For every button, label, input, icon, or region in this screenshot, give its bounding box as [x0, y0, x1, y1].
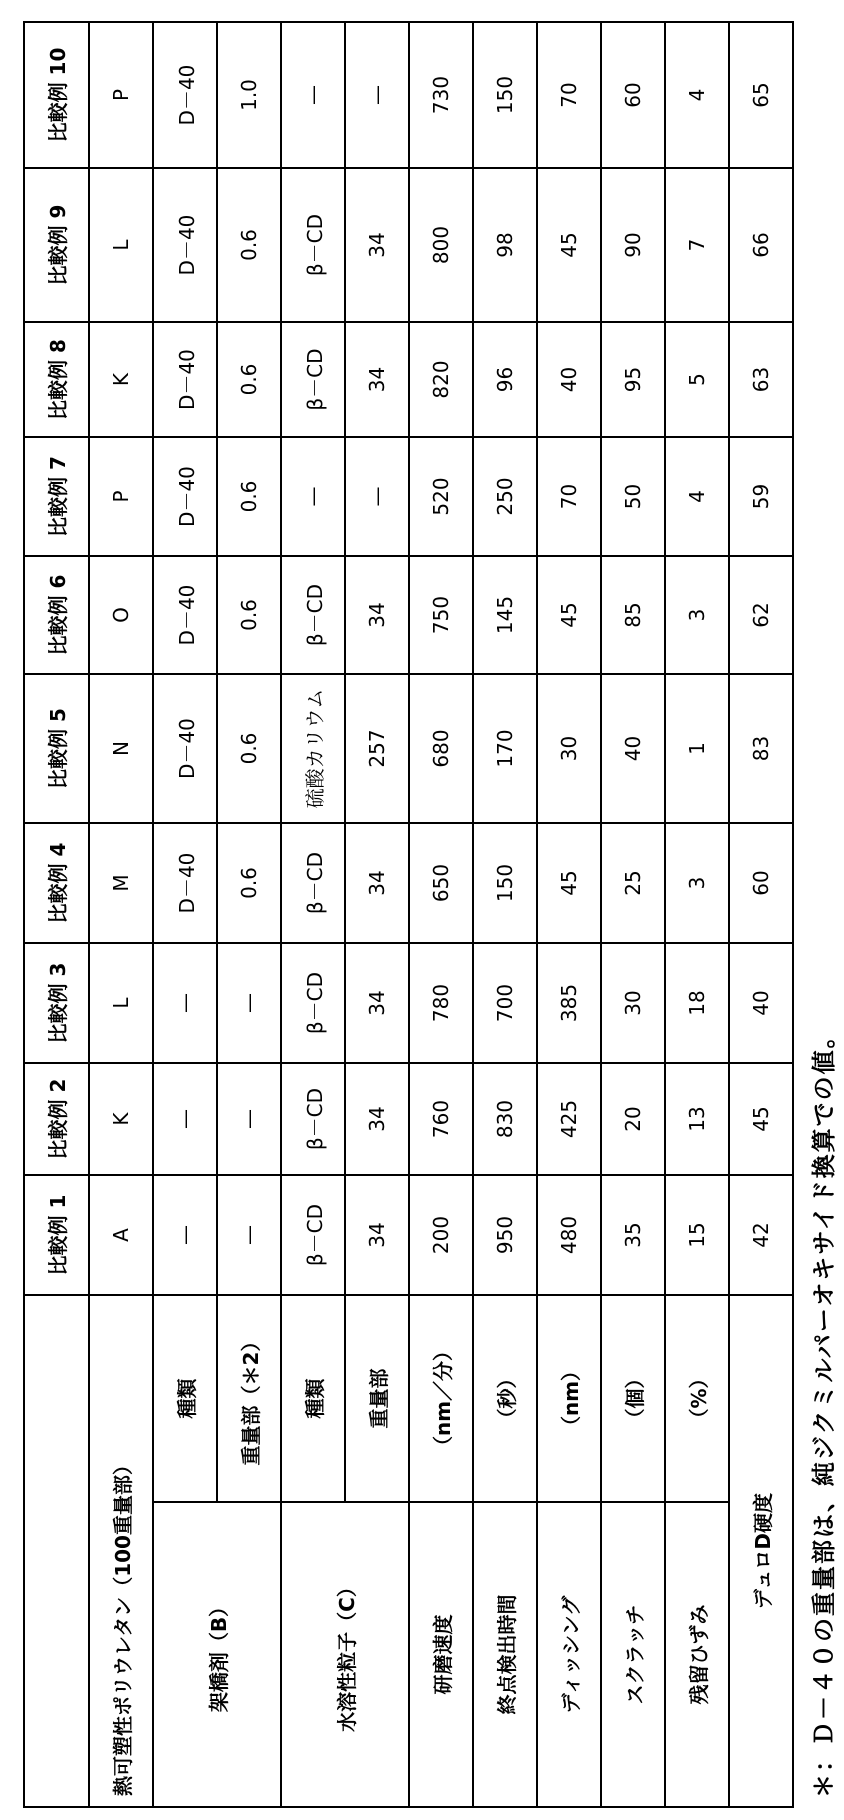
- table-row: [153, 22, 217, 1807]
- row-group-label: スクラッチ: [601, 1502, 665, 1807]
- table-cell: 45: [537, 556, 601, 674]
- table-cell: L: [89, 168, 153, 322]
- table-row: [281, 22, 345, 1807]
- row-label: デュロD硬度: [729, 1295, 793, 1807]
- table-cell: 83: [729, 674, 793, 823]
- row-group-label: 終点検出時間: [473, 1502, 537, 1807]
- header-row: [24, 22, 89, 1807]
- table-cell: 750: [409, 556, 473, 674]
- column-header: 比較例 4: [24, 823, 89, 943]
- table-cell: 40: [601, 674, 665, 823]
- table-cell: 34: [345, 823, 409, 943]
- row-group-label: 残留ひずみ: [665, 1502, 729, 1807]
- table-cell: M: [89, 823, 153, 943]
- table-cell: β－CD: [281, 168, 345, 322]
- table-cell: 150: [473, 22, 537, 168]
- table-cell: 385: [537, 943, 601, 1063]
- row-sub-label: （nm／分）: [409, 1295, 473, 1502]
- column-header: 比較例 8: [24, 322, 89, 437]
- table-cell: 13: [665, 1063, 729, 1175]
- table-cell: 60: [601, 22, 665, 168]
- table-cell: L: [89, 943, 153, 1063]
- table-cell: 0.6: [217, 556, 281, 674]
- table-cell: β－CD: [281, 1175, 345, 1295]
- table-cell: 7: [665, 168, 729, 322]
- table-cell: D－40: [153, 322, 217, 437]
- row-sub-label: （秒）: [473, 1295, 537, 1502]
- table-cell: A: [89, 1175, 153, 1295]
- table-cell: 35: [601, 1175, 665, 1295]
- table-cell: 40: [729, 943, 793, 1063]
- table-cell: β－CD: [281, 322, 345, 437]
- table-cell: 3: [665, 556, 729, 674]
- row-group-label: 研磨速度: [409, 1502, 473, 1807]
- table-cell: 60: [729, 823, 793, 943]
- table-cell: 200: [409, 1175, 473, 1295]
- column-header: 比較例 10: [24, 22, 89, 168]
- column-header: 比較例 9: [24, 168, 89, 322]
- table-cell: 63: [729, 322, 793, 437]
- row-sub-label: 種類: [281, 1295, 345, 1502]
- table-cell: 0.6: [217, 322, 281, 437]
- table-cell: β－CD: [281, 943, 345, 1063]
- table-cell: 0.6: [217, 168, 281, 322]
- table-cell: —: [345, 437, 409, 556]
- table-row: [665, 22, 729, 1807]
- table-cell: 85: [601, 556, 665, 674]
- document-page: [0, 0, 844, 1820]
- table-cell: 70: [537, 437, 601, 556]
- table-cell: 950: [473, 1175, 537, 1295]
- table-cell: 150: [473, 823, 537, 943]
- table-cell: 96: [473, 322, 537, 437]
- table-cell: —: [153, 1175, 217, 1295]
- table-cell: P: [89, 22, 153, 168]
- table-cell: D－40: [153, 556, 217, 674]
- table-cell: 50: [601, 437, 665, 556]
- row-sub-label: （個）: [601, 1295, 665, 1502]
- table-cell: 34: [345, 168, 409, 322]
- table-cell: 42: [729, 1175, 793, 1295]
- table-cell: D－40: [153, 22, 217, 168]
- row-group-label: ディッシング: [537, 1502, 601, 1807]
- table-cell: —: [345, 22, 409, 168]
- table-cell: P: [89, 437, 153, 556]
- table-cell: —: [217, 1175, 281, 1295]
- table-cell: 480: [537, 1175, 601, 1295]
- table-cell: 40: [537, 322, 601, 437]
- row-sub-label: 重量部: [345, 1295, 409, 1502]
- table-cell: 65: [729, 22, 793, 168]
- column-header: 比較例 2: [24, 1063, 89, 1175]
- rotated-table-area: [0, 0, 844, 1820]
- table-cell: 45: [537, 168, 601, 322]
- row-sub-label: （%）: [665, 1295, 729, 1502]
- table-cell: 62: [729, 556, 793, 674]
- table-cell: 800: [409, 168, 473, 322]
- row-group-label: 水溶性粒子（C）: [281, 1502, 409, 1807]
- table-cell: 18: [665, 943, 729, 1063]
- table-cell: 3: [665, 823, 729, 943]
- footnote: ＊：Ｄ－４０の重量部は、純ジクミルパーオキサイド換算での値。: [804, 1022, 839, 1798]
- row-sub-label: （nm）: [537, 1295, 601, 1502]
- row-group-label: 架橋剤（B）: [153, 1502, 281, 1807]
- table-cell: 830: [473, 1063, 537, 1175]
- row-sub-label: 重量部（＊2）: [217, 1295, 281, 1502]
- table-row: [409, 22, 473, 1807]
- table-row: [537, 22, 601, 1807]
- table-row: [89, 22, 153, 1807]
- table-cell: O: [89, 556, 153, 674]
- table-cell: 34: [345, 322, 409, 437]
- table-cell: —: [153, 1063, 217, 1175]
- table-cell: 30: [601, 943, 665, 1063]
- table-cell: 0.6: [217, 823, 281, 943]
- table-cell: 34: [345, 1063, 409, 1175]
- table-cell: 0.6: [217, 437, 281, 556]
- table-cell: β－CD: [281, 556, 345, 674]
- table-cell: D－40: [153, 823, 217, 943]
- table-cell: 1: [665, 674, 729, 823]
- table-cell: N: [89, 674, 153, 823]
- table-cell: 425: [537, 1063, 601, 1175]
- column-header: 比較例 7: [24, 437, 89, 556]
- table-cell: 170: [473, 674, 537, 823]
- table-cell: 20: [601, 1063, 665, 1175]
- corner-cell: [24, 1295, 89, 1807]
- table-cell: —: [217, 943, 281, 1063]
- table-cell: 硫酸カリウム: [281, 674, 345, 823]
- column-header: 比較例 1: [24, 1175, 89, 1295]
- table-cell: 30: [537, 674, 601, 823]
- table-cell: 25: [601, 823, 665, 943]
- table-cell: 5: [665, 322, 729, 437]
- table-cell: D－40: [153, 437, 217, 556]
- table-cell: 15: [665, 1175, 729, 1295]
- table-cell: 45: [537, 823, 601, 943]
- table-row: [729, 22, 793, 1807]
- table-cell: 45: [729, 1063, 793, 1175]
- table-cell: β－CD: [281, 823, 345, 943]
- table-cell: 95: [601, 322, 665, 437]
- table-cell: 90: [601, 168, 665, 322]
- table-cell: 257: [345, 674, 409, 823]
- row-label: 熱可塑性ポリウレタン（100重量部）: [89, 1295, 153, 1807]
- table-cell: —: [281, 437, 345, 556]
- table-cell: 98: [473, 168, 537, 322]
- table-cell: 0.6: [217, 674, 281, 823]
- table-cell: 680: [409, 674, 473, 823]
- table-cell: 4: [665, 437, 729, 556]
- table-cell: 34: [345, 1175, 409, 1295]
- table-cell: 34: [345, 556, 409, 674]
- table-cell: 820: [409, 322, 473, 437]
- table-cell: 760: [409, 1063, 473, 1175]
- table-cell: 70: [537, 22, 601, 168]
- column-header: 比較例 3: [24, 943, 89, 1063]
- table-cell: β－CD: [281, 1063, 345, 1175]
- table-cell: 145: [473, 556, 537, 674]
- table-row: [601, 22, 665, 1807]
- table-cell: K: [89, 322, 153, 437]
- table-cell: 59: [729, 437, 793, 556]
- column-header: 比較例 5: [24, 674, 89, 823]
- table-cell: 4: [665, 22, 729, 168]
- table-cell: 780: [409, 943, 473, 1063]
- table-cell: K: [89, 1063, 153, 1175]
- comparison-table: [23, 21, 794, 1808]
- column-header: 比較例 6: [24, 556, 89, 674]
- table-cell: 34: [345, 943, 409, 1063]
- table-cell: 520: [409, 437, 473, 556]
- table-cell: D－40: [153, 674, 217, 823]
- table-cell: 700: [473, 943, 537, 1063]
- table-cell: 1.0: [217, 22, 281, 168]
- table-cell: 730: [409, 22, 473, 168]
- row-sub-label: 種類: [153, 1295, 217, 1502]
- table-cell: —: [281, 22, 345, 168]
- table-cell: 650: [409, 823, 473, 943]
- table-cell: 250: [473, 437, 537, 556]
- table-cell: —: [153, 943, 217, 1063]
- table-row: [473, 22, 537, 1807]
- table-cell: —: [217, 1063, 281, 1175]
- table-cell: D－40: [153, 168, 217, 322]
- table-cell: 66: [729, 168, 793, 322]
